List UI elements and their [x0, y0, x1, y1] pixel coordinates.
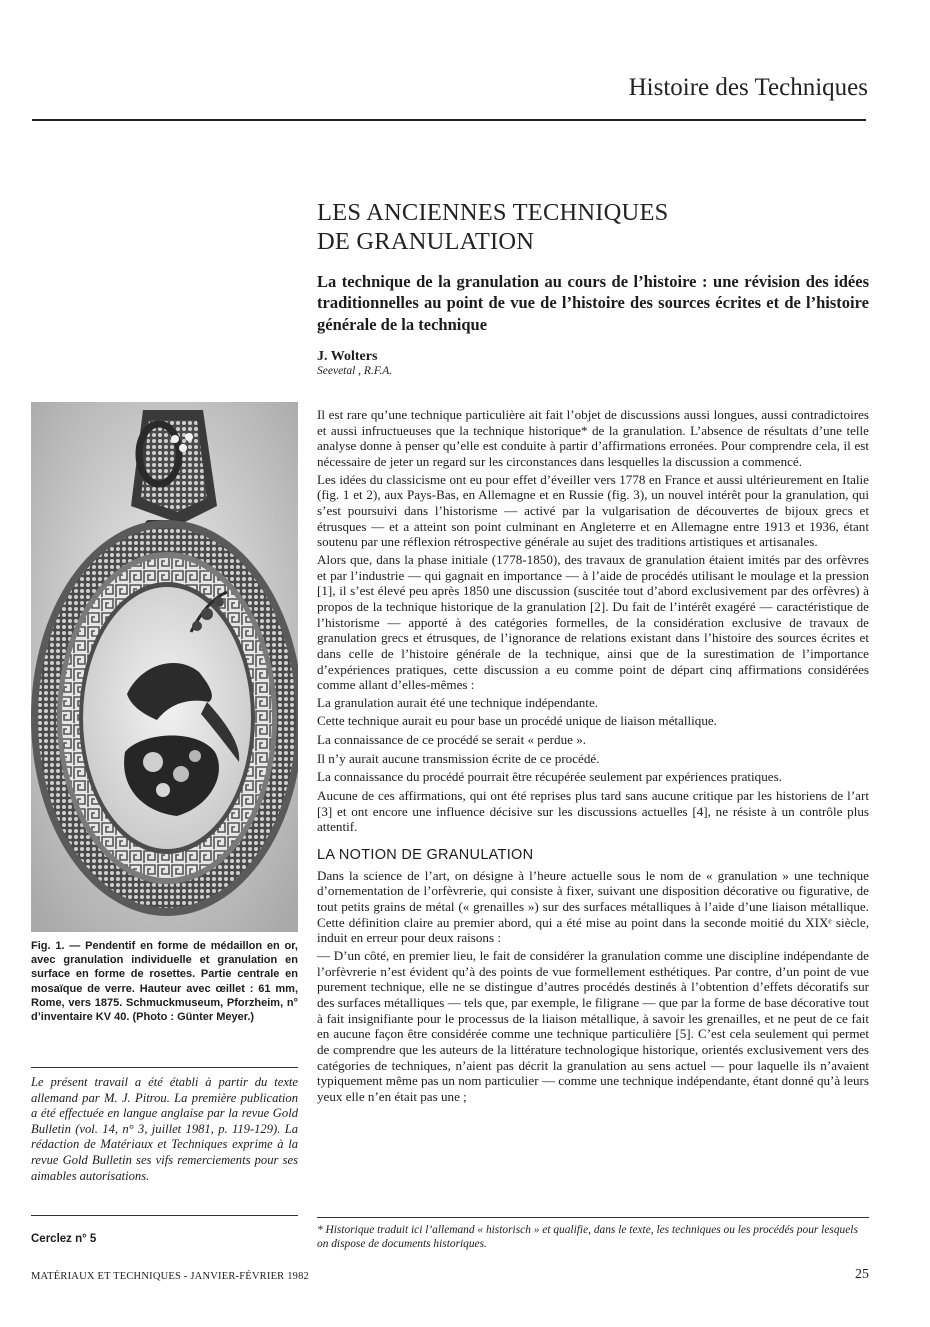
- pendant-photo: [31, 402, 298, 932]
- affirmation-item: La connaissance du procédé pourrait être récupérée seulement par expériences pratiques.: [317, 769, 782, 785]
- figure-caption: Fig. 1. — Pendentif en forme de médaillon en or, avec granulation individuelle et granulation en surface en forme de rosettes. Partie centrale en mosaïque de verre. Hauteur avec œillet : 61 mm, Rome, vers 1875. Schmuckmuseum, Pforzheim, n° d’inventaire KV 40. (Photo : Günter Meyer.): [31, 940, 298, 1024]
- article-title-line-2: DE GRANULATION: [317, 228, 535, 255]
- body-paragraph: Il est rare qu’une technique particulière ait fait l’objet de discussions aussi longues, aussi contradictoires et aussi infructueuses que la technique historique* de la granulation. L’absence de résultats d’une telle analyse donne à penser qu’elle est conduite à partir d’affirmations erronées. Pour comprendre cela, il est nécessaire de jeter un regard sur les circonstances dans lesquelles la discussion a commencé.: [317, 407, 869, 469]
- body-paragraph: Aucune de ces affirmations, qui ont été reprises plus tard sans aucune critique par les historiens de l’art [3] et ont encore une influence décisive sur les discussions actuelles [4], ne résiste à un contrôle plus attentif.: [317, 788, 869, 835]
- author-name: J. Wolters: [317, 349, 378, 364]
- article-body: [317, 407, 869, 1107]
- footnote: * Historique traduit ici l’allemand « historisch » et qualifie, dans le texte, les techniques ou les procédés pour lesquels on dispose de documents historiques.: [317, 1224, 858, 1250]
- body-paragraph: Alors que, dans la phase initiale (1778-1850), des travaux de granulation étaient imités par des orfèvres et par l’industrie — qui gagnait en importance — à l’aide de procédés utilisant le moulage et la pression [1], il s’est élevé peu après 1850 une discussion (suscitée tout d’abord exclusivement par des orfèvres) à propos de la technique historique de la granulation [2]. Du fait de l’intérêt exagéré — caractéristique de l’historisme — apporté à des catégories formelles, de la considération exclusive de travaux de granulation grecs et étrusques, de l’ignorance de relations existant dans l’histoire des sources écrites et dans celle de l’histoire générale de la technique, ainsi que de la surestimation de l’importance d’expériences pratiques, cette discussion a eu comme point de départ cinq affirmations considérées comme allant d’elles-mêmes :: [317, 551, 869, 693]
- body-paragraph: — D’un côté, en premier lieu, le fait de considérer la granulation comme une discipline indépendante de l’orfèvrerie n’est évident qu’à des points de vue formellement esthétiques. Par contre, d’un point de vue purement technique, elle ne se distingue d’autres procédés destinés à l’obtention d’effets décoratifs sur des surfaces métalliques — tels que, par exemple, le filigrane — que par la forme de base décorative tout à fait insignifiante pour le processus de la liaison métallique, à savoir les grenailles, et ne peut de ce fait en aucune façon être considérée comme une technique particulière [5]. C’est cela seulement qui permet de comprendre que les auteurs de la littérature technologique historique, orientés exclusivement vers des catégories de techniques, n’aient pas décrit la granulation au sens actuel — pour laquelle ils n’avaient typiquement même pas un nom particulier — comme une technique indépendante, étant donné qu’à leurs yeux elle n’en était pas une ;: [317, 948, 869, 1104]
- article-title: [317, 198, 668, 256]
- section-heading: LA NOTION DE GRANULATION: [317, 847, 534, 864]
- pendant-illustration: [31, 402, 298, 932]
- article-subtitle: La technique de la granulation au cours de l’histoire : une révision des idées traditionnelles au point de vue de l’histoire des sources écrites et de l’histoire générale de la technique: [317, 272, 869, 334]
- credit-divider: [31, 1215, 298, 1216]
- affirmation-item: La connaissance de ce procédé se serait « perdue ».: [317, 732, 587, 748]
- section-header: Histoire des Techniques: [628, 74, 868, 101]
- page-number: 25: [855, 1267, 869, 1282]
- header-rule: [32, 119, 866, 121]
- body-paragraph: Les idées du classicisme ont eu pour effet d’éveiller vers 1778 en France et aussi ultérieurement en Italie (fig. 1 et 2), aux Pays-Bas, en Allemagne et en Russie (fig. 3), un nouvel intérêt pour la granulation, qui s’est poursuivi dans l’historisme — activé par la vulgarisation de découvertes de bijoux grecs et étrusques — et a atteint son point culminant en Angleterre et en Allemagne entre 1913 et 1936, étant soutenu par une réflexion rétrospective générale au sujet des traditions artistiques et artisanales.: [317, 471, 869, 550]
- affirmation-item: La granulation aurait été une technique indépendante.: [317, 694, 599, 710]
- journal-footer: MATÉRIAUX ET TECHNIQUES - JANVIER-FÉVRIER 1982: [31, 1271, 310, 1282]
- caption-divider: [31, 1067, 298, 1068]
- affirmation-item: Il n’y aurait aucune transmission écrite de ce procédé.: [317, 750, 600, 766]
- reader-service-number: Cerclez n° 5: [31, 1233, 97, 1245]
- body-paragraph: Dans la science de l’art, on désigne à l’heure actuelle sous le nom de « granulation » une technique d’ornementation de l’orfèvrerie, qui consiste à fixer, suivant une disposition décorative ou figurative, de tout petits grains de métal (« grenailles ») sur des surfaces métalliques à l’aide d’une liaison métallique. Cette définition claire au premier abord, qui a été mise au point dans la seconde moitié du XIXᵉ siècle, induit en erreur pour deux raisons :: [317, 867, 869, 946]
- credit-note: Le présent travail a été établi à partir du texte allemand par M. J. Pitrou. La première publication a été effectuée en langue anglaise par la revue Gold Bulletin (vol. 14, n° 3, juillet 1981, p. 119-129). La rédaction de Matériaux et Techniques exprime à la revue Gold Bulletin ses vifs remerciements pour ses aimables autorisations.: [31, 1075, 298, 1183]
- author-affiliation: Seevetal , R.F.A.: [317, 365, 393, 377]
- article-title-line-1: LES ANCIENNES TECHNIQUES: [317, 199, 669, 226]
- footnote-divider: [317, 1217, 869, 1218]
- affirmation-item: Cette technique aurait eu pour base un procédé unique de liaison métallique.: [317, 713, 717, 729]
